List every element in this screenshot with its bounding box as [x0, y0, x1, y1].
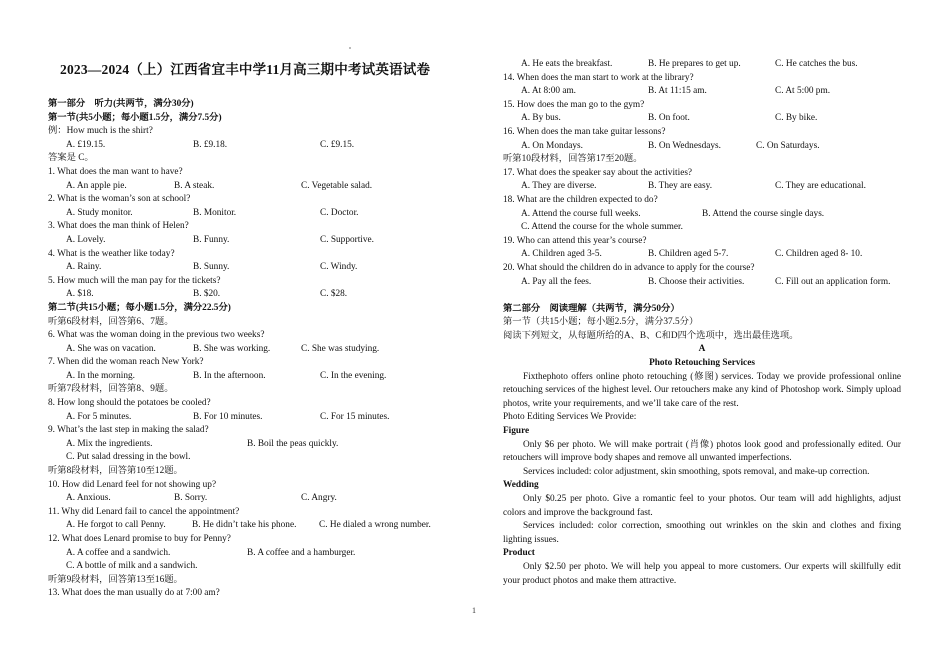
options-12 — [48, 547, 453, 561]
question-4: 4. What is the weather like today? — [48, 248, 175, 259]
option: C. He dialed a wrong number. — [319, 520, 431, 531]
options-4 — [48, 261, 453, 275]
options-6 — [48, 343, 453, 357]
option: B. A coffee and a hamburger. — [247, 547, 356, 558]
example-answer: 答案是 C。 — [48, 153, 94, 164]
question-12: 12. What does Lenard promise to buy for Penny? — [48, 534, 231, 544]
material-8: 听第8段材料，回答第10至12题。 — [48, 466, 183, 477]
spacer — [503, 289, 901, 303]
option: B. Attend the course single days. — [702, 208, 825, 219]
exam-title: 2023—2024（上）江西省宜丰中学11月高三期中考试英语试卷 — [60, 62, 431, 77]
option: A. He forgot to call Penny. — [66, 520, 166, 531]
option: C. At 5:00 pm. — [775, 86, 831, 97]
options-7 — [48, 370, 453, 384]
options-9-c — [48, 451, 453, 465]
question-17: 17. What does the speaker say about the activities? — [503, 167, 693, 178]
options-14 — [503, 85, 901, 99]
question-8: 8. How long should the potatoes be cooled? — [48, 398, 211, 409]
option: B. At 11:15 am. — [648, 86, 707, 97]
option: A. $18. — [66, 289, 94, 300]
question-5: 5. How much will the man pay for the tickets? — [48, 275, 221, 286]
option: A. In the morning. — [66, 370, 135, 381]
option: A. An apple pie. — [66, 180, 127, 191]
wedding-heading: Wedding — [503, 480, 539, 491]
example-options — [48, 139, 453, 153]
right-column — [503, 58, 901, 588]
option: A. Anxious. — [66, 493, 111, 504]
option: C. Put salad dressing in the bowl. — [66, 452, 191, 463]
options-15 — [503, 112, 901, 126]
reading-section1-heading: 第一节（共15小题；每小题2.5分，满分37.5分） — [503, 317, 699, 328]
options-12-c — [48, 560, 453, 574]
option: A. Attend the course full weeks. — [521, 208, 641, 219]
question-14: 14. When does the man start to work at the library? — [503, 72, 694, 83]
option: C. They are educational. — [775, 181, 866, 192]
question-11: 11. Why did Lenard fail to cancel the appointment? — [48, 506, 240, 517]
question-7: 7. When did the woman reach New York? — [48, 357, 204, 368]
options-11 — [48, 519, 453, 533]
passage-subheading: Photo Editing Services We Provide: — [503, 412, 637, 423]
reading-instructions: 阅读下列短文，从每题所给的A、B、C和D四个选项中，选出最佳选项。 — [503, 330, 799, 341]
option: B. She was working. — [193, 343, 271, 354]
option: A. Mix the ingredients. — [66, 438, 153, 449]
option: B. Sunny. — [193, 262, 230, 273]
question-6: 6. What was the woman doing in the previous two weeks? — [48, 330, 265, 341]
wedding-paragraph: Only $0.25 per photo. Give a romantic feel to your photos. Our team will add highlights, adjust colors and improve the background fast. — [503, 494, 901, 518]
question-18: 18. What are the children expected to do? — [503, 194, 658, 205]
part1-heading: 第一部分 听力(共两节，满分30分) — [48, 99, 194, 109]
option: A. Rainy. — [66, 262, 102, 273]
example-question: 例：How much is the shirt? — [48, 126, 153, 137]
option: C. For 15 minutes. — [320, 411, 390, 422]
options-9 — [48, 438, 453, 452]
options-16 — [503, 140, 901, 154]
option: A. £19.15. — [66, 139, 106, 150]
option: C. $28. — [320, 289, 348, 300]
option: A. Pay all the fees. — [521, 276, 592, 287]
option: C. She was studying. — [301, 343, 380, 354]
option: B. A steak. — [174, 180, 215, 191]
passage-paragraph: Fixthephoto offers online photo retouching (修图) services. Today we provide professional online retouching services of the highest level. Our retouchers make any kind of Photoshop work. Simply upload photos, write your requirements, and we’ll take care of the rest. — [503, 371, 901, 409]
options-8 — [48, 411, 453, 425]
option: C. Supportive. — [320, 234, 374, 245]
option: B. In the afternoon. — [193, 370, 266, 381]
left-column — [48, 98, 453, 601]
question-20: 20. What should the children do in advance to apply for the course? — [503, 262, 755, 273]
option: B. He didn’t take his phone. — [192, 520, 297, 531]
figure-paragraph: Only $6 per photo. We will make portrait (肖像) photos look good and professionally edited. Our retouchers will improve body shapes and remove all unwanted imperfections. — [503, 439, 901, 464]
option: A. She was on vacation. — [66, 343, 156, 354]
option: B. For 10 minutes. — [193, 411, 263, 422]
page-number: 1 — [472, 606, 476, 615]
product-paragraph: Only $2.50 per photo. We will help you appeal to more customers. Our experts will skillfully edit your product photos and make them attractive. — [503, 561, 901, 586]
passage-title: Photo Retouching Services — [649, 358, 755, 369]
question-10: 10. How did Lenard feel for not showing up? — [48, 479, 217, 490]
section2-heading: 第二节(共15小题；每小题1.5分，满分22.5分) — [48, 302, 231, 313]
option: A. For 5 minutes. — [66, 411, 132, 422]
option: A. A coffee and a sandwich. — [66, 547, 171, 558]
scan-speck — [349, 47, 351, 49]
option: A. By bus. — [521, 113, 561, 124]
option: B. Sorry. — [174, 493, 208, 504]
options-18 — [503, 208, 901, 222]
product-heading: Product — [503, 548, 535, 559]
option: C. Attend the course for the whole summer. — [521, 222, 683, 233]
option: B. He prepares to get up. — [648, 59, 741, 69]
part2-heading: 第二部分 阅读理解（共两节，满分50分） — [503, 303, 680, 314]
figure-heading: Figure — [503, 426, 530, 437]
option: C. On Saturdays. — [756, 140, 820, 151]
material-6: 听第6段材料，回答第6、7题。 — [48, 316, 174, 327]
option: B. Funny. — [193, 234, 230, 245]
options-2 — [48, 207, 453, 221]
option: C. £9.15. — [320, 139, 355, 150]
option: C. Fill out an application form. — [775, 276, 891, 287]
option: C. In the evening. — [320, 370, 387, 381]
question-15: 15. How does the man go to the gym? — [503, 99, 645, 110]
option: B. On Wednesdays. — [648, 140, 721, 151]
option: B. They are easy. — [648, 181, 713, 192]
question-13: 13. What does the man usually do at 7:00 am? — [48, 588, 220, 599]
option: A. Lovely. — [66, 234, 106, 245]
option: A. At 8:00 am. — [521, 86, 577, 97]
option: B. Children aged 5-7. — [648, 249, 729, 260]
option: C. Windy. — [320, 262, 358, 273]
option: B. $20. — [193, 289, 221, 300]
options-10 — [48, 492, 453, 506]
options-19 — [503, 248, 901, 262]
question-3: 3. What does the man think of Helen? — [48, 221, 189, 232]
options-5 — [48, 288, 453, 302]
option: B. Boil the peas quickly. — [247, 438, 339, 449]
question-2: 2. What is the woman’s son at school? — [48, 194, 191, 205]
material-9: 听第9段材料，回答第13至16题。 — [48, 574, 183, 585]
option: C. Doctor. — [320, 207, 359, 218]
question-9: 9. What’s the last step in making the salad? — [48, 425, 209, 436]
wedding-services: Services included: color correction, smoothing out wrinkles on the skin and clothes and fixing lighting issues. — [503, 521, 901, 545]
option: A. Children aged 3-5. — [521, 249, 602, 260]
options-1 — [48, 180, 453, 194]
section1-heading: 第一节(共5小题；每小题1.5分，满分7.5分) — [48, 112, 222, 123]
question-16: 16. When does the man take guitar lessons? — [503, 126, 666, 137]
option: B. Choose their activities. — [648, 276, 745, 287]
material-10: 听第10段材料，回答第17至20题。 — [503, 154, 643, 165]
option: C. By bike. — [775, 113, 818, 124]
option: B. £9.18. — [193, 139, 228, 150]
options-3 — [48, 234, 453, 248]
option: A. Study monitor. — [66, 207, 133, 218]
option: A. He eats the breakfast. — [521, 59, 613, 69]
options-17 — [503, 180, 901, 194]
passage-letter: A — [698, 344, 706, 355]
option: C. He catches the bus. — [775, 59, 858, 69]
options-20 — [503, 276, 901, 290]
question-1: 1. What does the man want to have? — [48, 166, 183, 177]
options-18-c — [503, 221, 901, 235]
options-13 — [503, 58, 901, 72]
option: C. Vegetable salad. — [301, 180, 373, 191]
option: A. They are diverse. — [521, 181, 597, 192]
option: C. Angry. — [301, 493, 337, 504]
question-19: 19. Who can attend this year’s course? — [503, 235, 647, 246]
option: A. On Mondays. — [521, 140, 583, 151]
figure-services: Services included: color adjustment, skin smoothing, spots removal, and make-up correction. — [523, 466, 870, 477]
option: B. Monitor. — [193, 207, 237, 218]
option: C. Children aged 8- 10. — [775, 249, 863, 260]
material-7: 听第7段材料，回答第8、9题。 — [48, 384, 174, 395]
option: B. On foot. — [648, 113, 690, 124]
option: C. A bottle of milk and a sandwich. — [66, 561, 198, 572]
